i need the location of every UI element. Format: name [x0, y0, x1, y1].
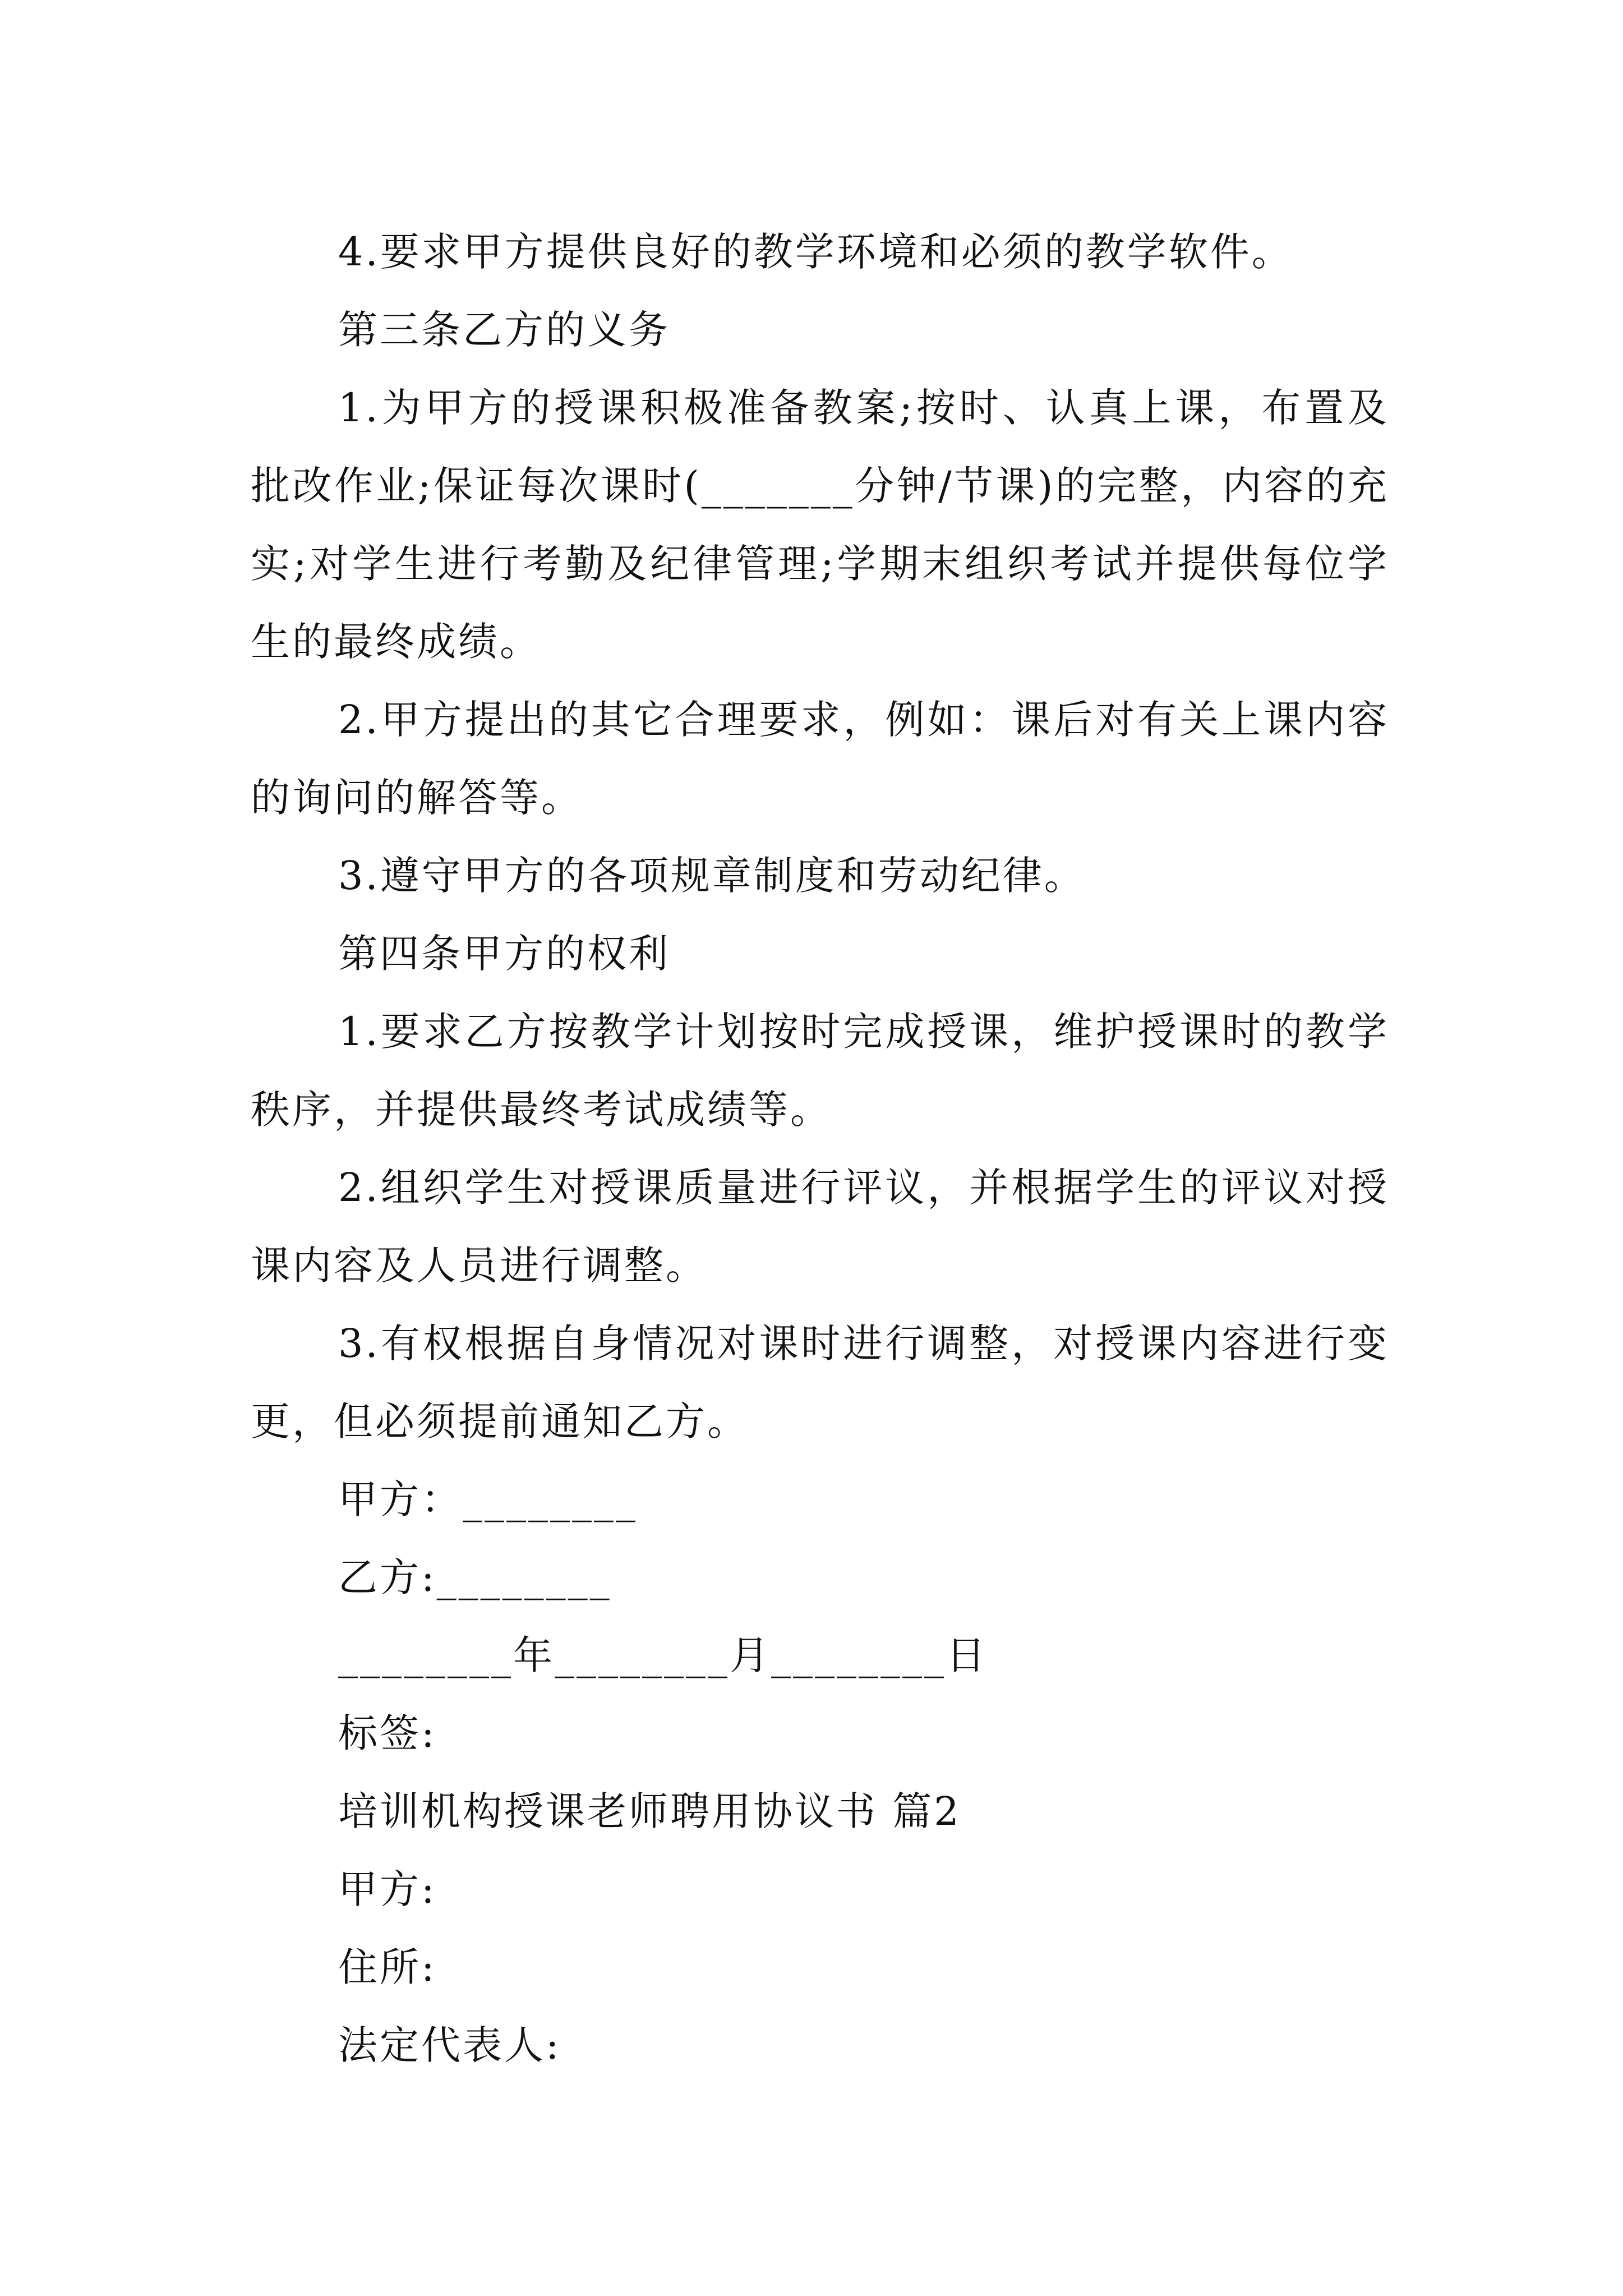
article-3-item-2: 2.甲方提出的其它合理要求，例如：课后对有关上课内容的询问的解答等。 — [251, 697, 1389, 821]
article-4-item-2: 2.组织学生对授课质量进行评议，并根据学生的评议对授课内容及人员进行调整。 — [251, 1165, 1389, 1289]
party-a-label: 甲方: — [338, 1866, 437, 1912]
article-3-heading: 第三条乙方的义务 — [338, 307, 670, 353]
article-4-heading: 第四条甲方的权利 — [338, 931, 670, 977]
document-body — [251, 213, 1389, 2085]
article-4-item-3: 3.有权根据自身情况对课时进行调整，对授课内容进行变更，但必须提前通知乙方。 — [251, 1320, 1389, 1444]
article-3-item-1: 1.为甲方的授课积极准备教案;按时、认真上课，布置及批改作业;保证每次课时(_______分钟/节课)的完整，内容的充实;对学生进行考勤及纪律管理;学期末组织考试并提供每位学生的最终成绩。 — [251, 385, 1389, 665]
tags-label: 标签: — [338, 1710, 437, 1756]
clause-4-text: 4.要求甲方提供良好的教学环境和必须的教学软件。 — [338, 229, 1293, 275]
party-a-signature-line: 甲方：________ — [338, 1476, 638, 1522]
party-b-signature-line: 乙方:________ — [338, 1554, 612, 1600]
section-title-part-2: 培训机构授课老师聘用协议书 篇2 — [338, 1788, 961, 1834]
address-label: 住所: — [338, 1944, 437, 1990]
article-4-item-1: 1.要求乙方按教学计划按时完成授课，维护授课时的教学秩序，并提供最终考试成绩等。 — [251, 1009, 1389, 1133]
article-3-item-3: 3.遵守甲方的各项规章制度和劳动纪律。 — [338, 853, 1086, 899]
date-line: ________年________月________日 — [338, 1632, 988, 1678]
legal-representative-label: 法定代表人: — [338, 2022, 561, 2068]
